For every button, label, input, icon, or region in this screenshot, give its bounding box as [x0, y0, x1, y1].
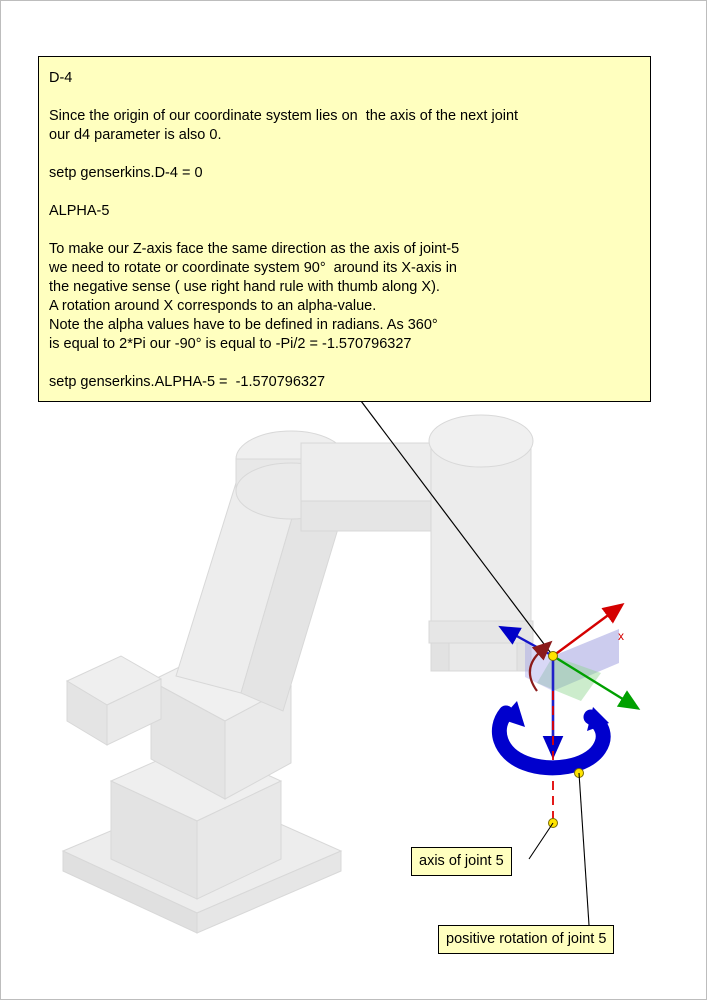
- note-line: setp genserkins.ALPHA-5 = -1.570796327: [49, 374, 326, 390]
- robot-arm-group: [176, 415, 533, 711]
- note-line: our d4 parameter is also 0.: [49, 127, 222, 143]
- note-line: is equal to 2*Pi our -90° is equal to -Pi/2 = -1.570796327: [49, 336, 412, 352]
- callout-positive-rotation-of-joint-5: positive rotation of joint 5: [438, 925, 614, 954]
- note-line: setp genserkins.D-4 = 0: [49, 165, 203, 181]
- note-line: Since the origin of our coordinate system lies on the axis of the next joint: [49, 108, 519, 124]
- robot-illustration: [1, 381, 707, 1000]
- note-spacer: [49, 88, 640, 107]
- note-line: To make our Z-axis face the same direction as the axis of joint-5: [49, 241, 460, 257]
- annotation-note-box: [38, 56, 651, 402]
- robot-base-group: [63, 649, 341, 933]
- note-spacer: [49, 221, 640, 240]
- note-spacer: [49, 145, 640, 164]
- callout-axis-of-joint-5: axis of joint 5: [411, 847, 512, 876]
- note-spacer: [49, 354, 640, 373]
- note-line: ALPHA-5: [49, 203, 110, 219]
- note-spacer: [49, 183, 640, 202]
- note-line: the negative sense ( use right hand rule with thumb along X).: [49, 279, 440, 295]
- note-line: we need to rotate or coordinate system 90° around its X-axis in: [49, 260, 457, 276]
- axis-x-label: x: [618, 629, 624, 643]
- note-line: D-4: [49, 70, 73, 86]
- note-line: A rotation around X corresponds to an alpha-value.: [49, 298, 377, 314]
- note-line: Note the alpha values have to be defined in radians. As 360°: [49, 317, 438, 333]
